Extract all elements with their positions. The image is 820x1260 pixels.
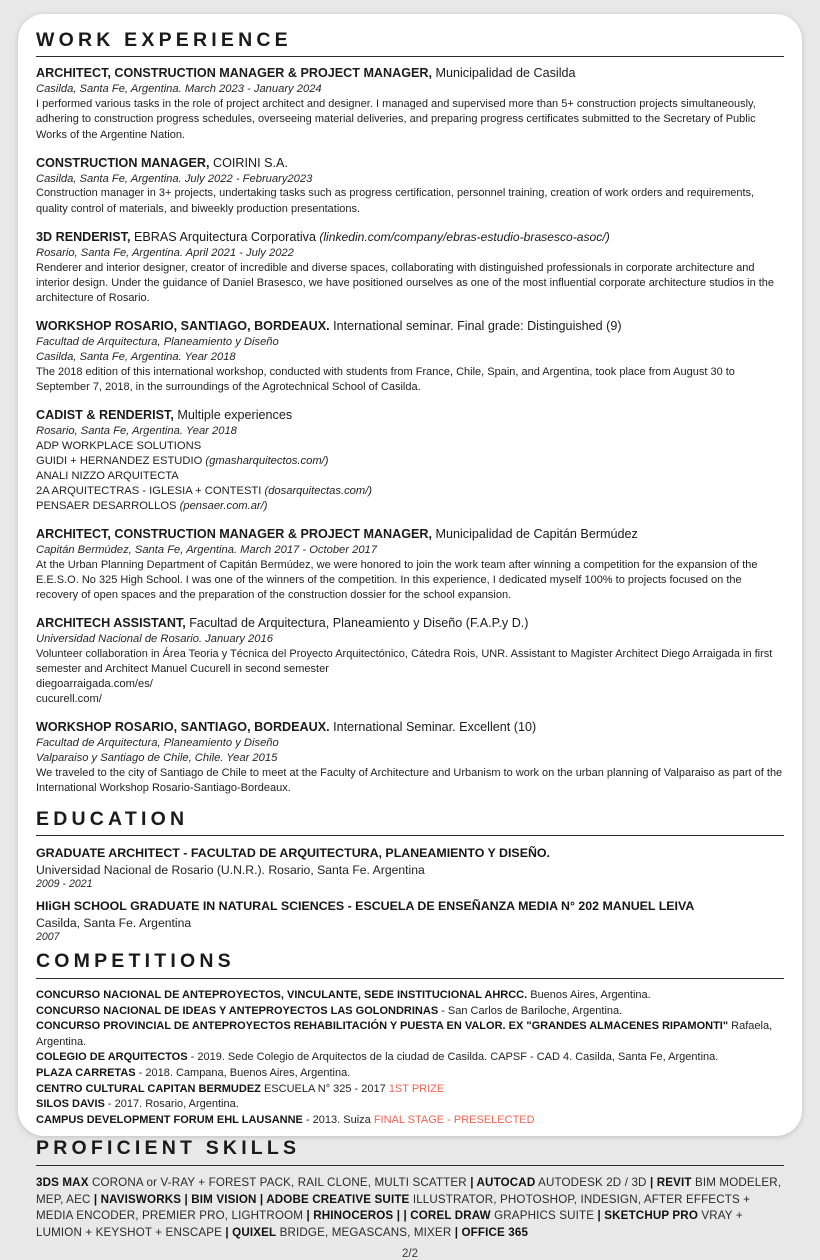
competition-name: CONCURSO NACIONAL DE IDEAS Y ANTEPROYECTOS LAS GOLONDRINAS [36, 1004, 439, 1017]
entry-role: ARCHITECT, CONSTRUCTION MANAGER & PROJECT MANAGER, [36, 66, 433, 81]
resume-page [18, 14, 802, 1260]
competition-name: CAMPUS DEVELOPMENT FORUM EHL LAUSANNE [36, 1113, 303, 1126]
entry-organization: International Seminar. Excellent (10) [329, 720, 537, 735]
entry-description: Volunteer collaboration in Área Teoria y Técnica del Proyecto Arquitectónico, Cátedra Rois, UNR. Assistant to Magister Architect Diego Arraigada in first semester and Architect Manuel Cucurell in second semester [36, 647, 773, 675]
skill-name: | RHINOCEROS | [306, 1209, 401, 1223]
entry-title [36, 408, 784, 424]
entry-client-item [36, 469, 784, 484]
entry-role: WORKSHOP ROSARIO, SANTIAGO, BORDEAUX. [36, 720, 330, 735]
skill-detail: ILLUSTRATOR, PHOTOSHOP, INDESIGN, AFTER EFFECTS + MEDIA ENCODER, PREMIER PRO, LIGHTROOM [36, 1192, 751, 1223]
section-education [36, 809, 784, 944]
competition-name: PLAZA CARRETAS [36, 1066, 136, 1079]
entry-role: WORKSHOP ROSARIO, SANTIAGO, BORDEAUX. [36, 319, 330, 334]
client-name: 2A ARQUITECTRAS - IGLESIA + CONTESTI [36, 484, 265, 497]
competition-name: CENTRO CULTURAL CAPITAN BERMUDEZ [36, 1082, 261, 1095]
entry-location-dates: Casilda, Santa Fe, Argentina. July 2022 - February2023 [36, 172, 313, 185]
entry-organization: EBRAS Arquitectura Corporativa [130, 229, 316, 244]
entry-title [36, 156, 784, 172]
entry-location-dates-secondary: Valparaiso y Santiago de Chile, Chile. Year 2015 [36, 751, 278, 764]
work-experience-entry [36, 616, 784, 707]
skill-detail: BIM MODELER, MEP, AEC [36, 1175, 782, 1206]
education-years: 2007 [36, 930, 60, 943]
entry-organization: Municipalidad de Casilda [432, 66, 576, 81]
skill-name: | REVIT [649, 1175, 692, 1189]
work-experience-entry-list [36, 66, 784, 796]
competition-name: CONCURSO NACIONAL DE ANTEPROYECTOS, VINCULANTE, SEDE INSTITUCIONAL AHRCC. [36, 988, 528, 1001]
education-entry [36, 898, 784, 944]
competition-details: ESCUELA N° 325 - 2017 [260, 1082, 389, 1095]
entry-location-dates: Rosario, Santa Fe, Argentina. Year 2018 [36, 424, 237, 437]
entry-organization: COIRINI S.A. [209, 155, 288, 170]
section-heading-competitions: COMPETITIONS [36, 950, 235, 973]
education-institution: Casilda, Santa Fe. Argentina [36, 915, 192, 930]
competition-award-badge: 1ST PRIZE [388, 1082, 445, 1095]
education-degree: GRADUATE ARCHITECT - FACULTAD DE ARQUITECTURA, PLANEAMIENTO Y DISEÑO. [36, 846, 550, 861]
entry-reference-link: diegoarraigada.com/es/ [36, 678, 153, 691]
entry-role: 3D RENDERIST, [36, 229, 131, 244]
entry-location-dates: Universidad Nacional de Rosario. January 2016 [36, 633, 273, 646]
entry-title [36, 527, 784, 543]
client-name: ADP WORKPLACE SOLUTIONS [36, 439, 202, 452]
competition-name: CONCURSO PROVINCIAL DE ANTEPROYECTOS REHABILITACIÓN Y PUESTA EN VALOR. EX "GRANDES ALMACENES RIPAMONTI" [36, 1020, 729, 1033]
skill-name: 3DS MAX [36, 1175, 89, 1189]
education-entry-list [36, 845, 784, 944]
entry-organization: Multiple experiences [173, 408, 293, 422]
entry-role: CADIST & RENDERIST, [36, 408, 174, 422]
entry-title [36, 720, 784, 736]
entry-organization-link: (linkedin.com/company/ebras-estudio-brasesco-asoc/) [315, 229, 610, 244]
skill-detail: BRIDGE, MEGASCANS, MIXER [276, 1226, 455, 1240]
section-heading-work-experience: WORK EXPERIENCE [36, 29, 292, 51]
entry-location-dates: Capitán Bermúdez, Santa Fe, Argentina. March 2017 - October 2017 [36, 543, 377, 556]
competition-name: COLEGIO DE ARQUITECTOS [36, 1051, 188, 1064]
section-proficient-skills [36, 1138, 784, 1242]
page-number: 2/2 [402, 1248, 418, 1260]
section-divider-education [36, 835, 784, 836]
skill-detail: VRAY + LUMION + KEYSHOT + ENSCAPE [36, 1209, 743, 1240]
work-experience-entry [36, 720, 784, 796]
work-experience-entry [36, 230, 784, 306]
competition-details: - 2013. Suiza [302, 1113, 374, 1126]
entry-description: Renderer and interior designer, creator of incredible and diverse spaces, collaborating with distinguished professionals in corporate architecture and interior design. Under the guidance of Daniel Brasesco, we have positioned ourselves as one of the most influential corporate architecture studios in the architecture of Rosario. [36, 261, 775, 304]
skill-detail: CORONA or V-RAY + FOREST PACK, RAIL CLONE, MULTI SCATTER [88, 1175, 471, 1189]
competition-details: - San Carlos de Bariloche, Argentina. [438, 1004, 623, 1017]
entry-description: The 2018 edition of this international workshop, conducted with students from France, Chile, Spain, and Argentina, took place from August 30 to September 7, 2018, in the surroundings of the Agrotechnical School of Casilda. [36, 365, 735, 393]
entry-location-dates: Facultad de Arquitectura, Planeamiento y Diseño [36, 336, 279, 349]
section-heading-proficient-skills: PROFICIENT SKILLS [36, 1137, 301, 1160]
entry-role: CONSTRUCTION MANAGER, [36, 155, 210, 170]
client-name: GUIDI + HERNANDEZ ESTUDIO [36, 454, 206, 467]
skill-name: | AUTOCAD [470, 1175, 536, 1189]
education-entry [36, 845, 784, 891]
entry-role: ARCHITECT, CONSTRUCTION MANAGER & PROJECT MANAGER, [36, 526, 433, 541]
entry-reference-link: cucurell.com/ [36, 693, 102, 706]
entry-location-dates-secondary: Casilda, Santa Fe, Argentina. Year 2018 [36, 350, 236, 363]
entry-organization: Municipalidad de Capitán Bermúdez [432, 526, 638, 541]
competition-award-badge: FINAL STAGE - PRESELECTED [373, 1113, 535, 1126]
section-work-experience [36, 30, 784, 796]
competition-item [36, 1113, 784, 1129]
entry-description: I performed various tasks in the role of project architect and designer. I managed and supervised more than 5+ construction projects simultaneously, adhering to construction progress schedules, overseeing material deliveries, and preparing progress certificates submitted to the Secretary of Public Works of the Argentine Nation. [36, 98, 756, 141]
skill-name: | NAVISWORKS | BIM VISION | ADOBE CREATIVE SUITE [93, 1192, 410, 1206]
education-institution: Universidad Nacional de Rosario (U.N.R.). Rosario, Santa Fe. Argentina [36, 862, 425, 877]
entry-organization: Facultad de Arquitectura, Planeamiento y Diseño (F.A.P.y D.) [185, 616, 529, 631]
entry-description: We traveled to the city of Santiago de Chile to meet at the Faculty of Architecture and Urbanism to work on the urban planning of Valparaiso as part of the International Workshop Rosario-Santiago-Bordeaux. [36, 766, 783, 794]
entry-location-dates: Facultad de Arquitectura, Planeamiento y Diseño [36, 737, 279, 750]
education-years: 2009 - 2021 [36, 877, 93, 890]
competition-item [36, 1066, 784, 1082]
competition-item [36, 1004, 784, 1020]
skill-name: | QUIXEL [225, 1226, 277, 1240]
skill-detail: GRAPHICS SUITE [490, 1209, 598, 1223]
resume-content [36, 30, 784, 1260]
entry-client-item [36, 484, 784, 499]
client-link: (gmasharquitectos.com/) [205, 454, 329, 467]
entry-client-item [36, 439, 784, 454]
entry-client-item [36, 454, 784, 469]
section-divider-proficient-skills [36, 1165, 784, 1166]
skill-name: | COREL DRAW [403, 1209, 491, 1223]
entry-title [36, 66, 784, 82]
client-link: (pensaer.com.ar/) [179, 499, 268, 512]
competition-details: Rafaela, Argentina. [36, 1020, 773, 1048]
competition-details: - 2017. Rosario, Argentina. [104, 1098, 239, 1111]
competition-name: SILOS DAVIS [36, 1098, 105, 1111]
entry-client-item [36, 499, 784, 514]
entry-location-dates: Casilda, Santa Fe, Argentina. March 2023 - January 2024 [36, 83, 322, 96]
competition-details: - 2018. Campana, Buenos Aires, Argentina. [135, 1066, 351, 1079]
client-link: (dosarquitectas.com/) [264, 484, 373, 497]
entry-description: Construction manager in 3+ projects, undertaking tasks such as progress certification, personnel training, creation of work orders and requirements, quality control of materials, and biweekly production presentations. [36, 187, 755, 215]
competition-item [36, 1050, 784, 1066]
section-competitions [36, 951, 784, 1128]
client-name: PENSAER DESARROLLOS [36, 499, 180, 512]
skill-name: | SKETCHUP PRO [597, 1209, 698, 1223]
education-degree: HIiGH SCHOOL GRADUATE IN NATURAL SCIENCES - ESCUELA DE ENSEÑANZA MEDIA N° 202 MANUEL LEIVA [36, 899, 695, 914]
entry-role: ARCHITECH ASSISTANT, [36, 616, 186, 631]
client-name: ANALI NIZZO ARQUITECTA [36, 469, 179, 482]
section-divider-work-experience [36, 56, 784, 57]
skill-name: | OFFICE 365 [454, 1226, 529, 1240]
entry-title [36, 616, 784, 632]
competition-item [36, 1097, 784, 1113]
skills-text [36, 1175, 784, 1242]
competition-item [36, 988, 784, 1004]
competition-item [36, 1019, 784, 1050]
work-experience-entry [36, 319, 784, 395]
competition-details: Buenos Aires, Argentina. [527, 988, 651, 1001]
work-experience-entry [36, 66, 784, 142]
entry-title [36, 319, 784, 335]
skill-detail: AUTODESK 2D / 3D [535, 1175, 650, 1189]
entry-location-dates: Rosario, Santa Fe, Argentina. April 2021 - July 2022 [36, 246, 294, 259]
competition-list [36, 988, 784, 1128]
entry-title [36, 230, 784, 246]
work-experience-entry [36, 527, 784, 603]
section-divider-competitions [36, 978, 784, 979]
entry-description: At the Urban Planning Department of Capitán Bermúdez, we were honored to join the work team after winning a competition for the expansion of the E.E.S.O. No 325 High School. I was one of the winners of the competition. In this experience, I dedicated myself 100% to projects focused on the recovery of open spaces and the preparation of the construction dossier for the school expansion. [36, 558, 758, 601]
section-heading-education: EDUCATION [36, 808, 189, 831]
work-experience-entry [36, 156, 784, 217]
entry-organization: International seminar. Final grade: Distinguished (9) [329, 319, 622, 334]
competition-details: - 2019. Sede Colegio de Arquitectos de la ciudad de Casilda. CAPSF - CAD 4. Casilda, Santa Fe, Argentina. [187, 1051, 719, 1064]
competition-item [36, 1082, 784, 1098]
work-experience-entry [36, 408, 784, 514]
